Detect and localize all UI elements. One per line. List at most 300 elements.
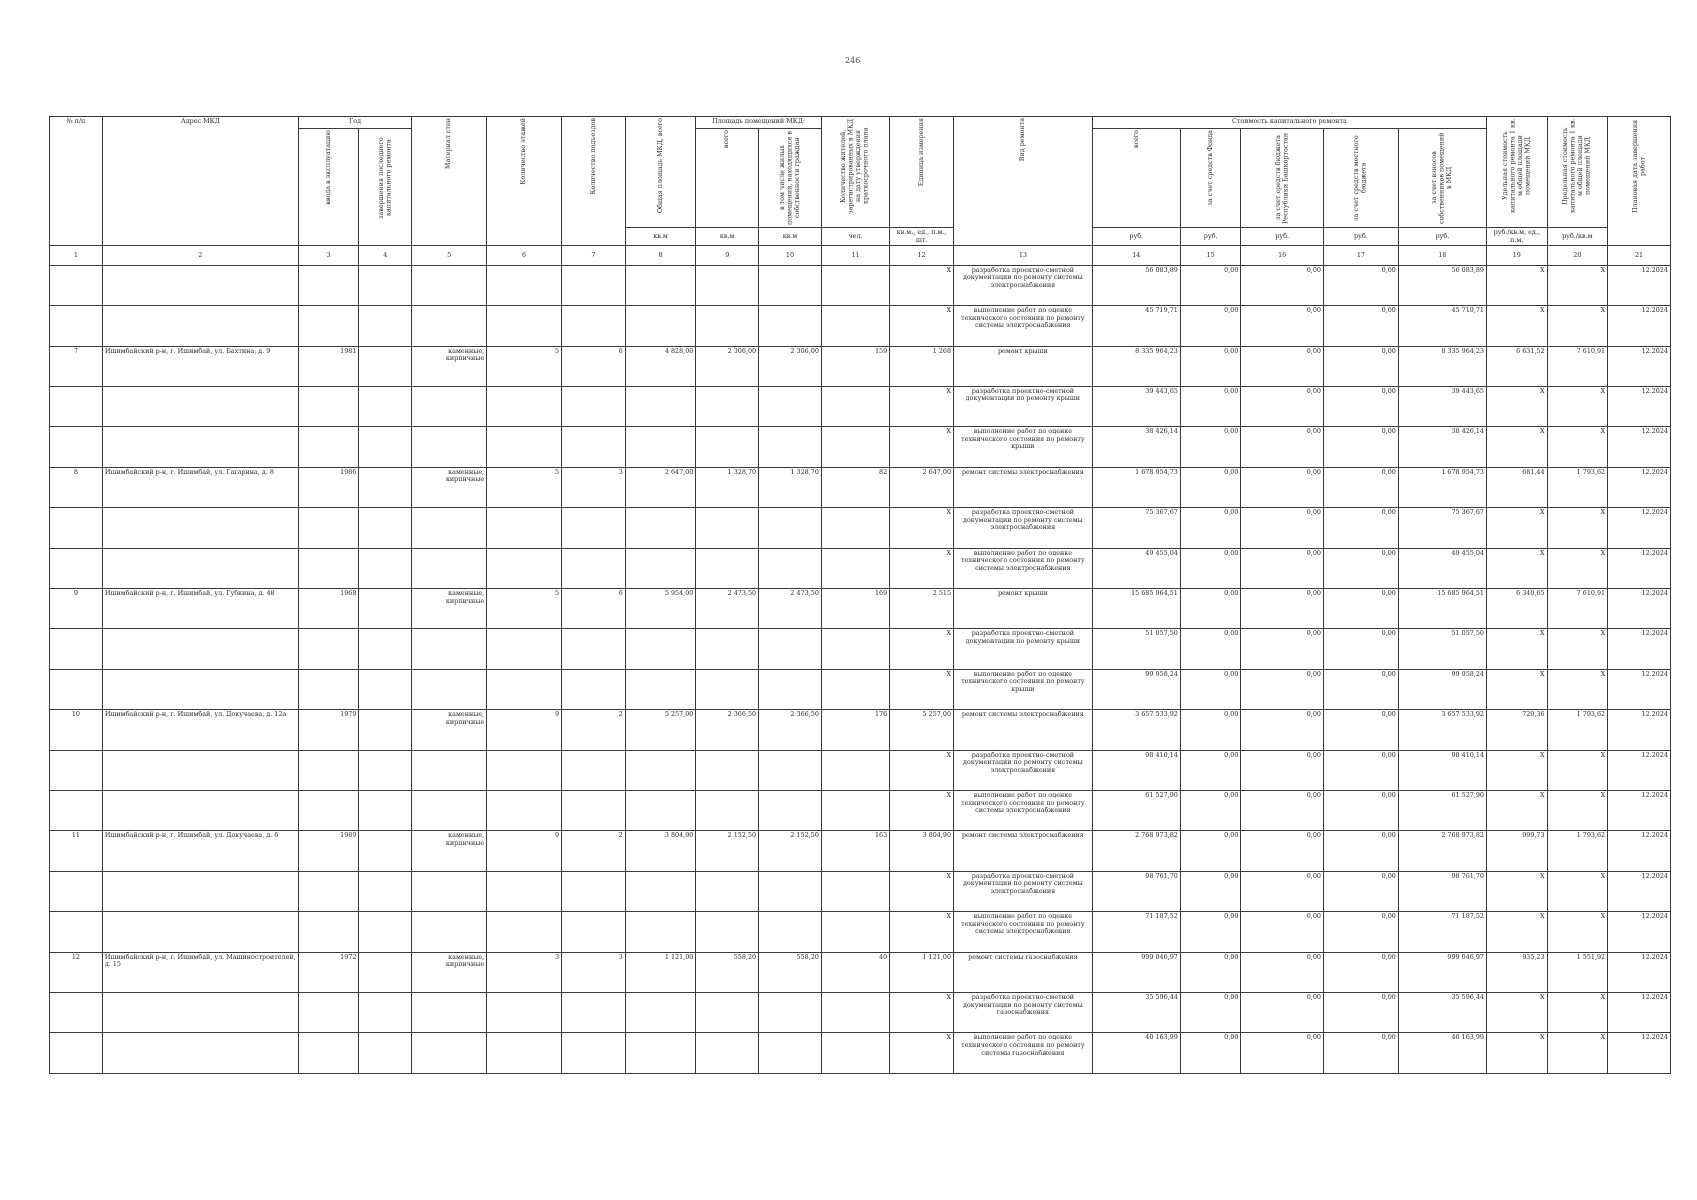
header-premises-group: Площадь помещений МКД: xyxy=(696,117,822,129)
cell-limit: 7 610,91 xyxy=(1547,346,1608,386)
cell-local: 0,00 xyxy=(1323,871,1398,911)
cell-date: 12.2024 xyxy=(1608,265,1671,305)
cell-limit: 7 610,91 xyxy=(1547,588,1608,628)
cell-fund: 0,00 xyxy=(1180,993,1241,1033)
cell-address xyxy=(102,750,298,790)
cell-total: 3 804,90 xyxy=(625,831,695,871)
cell-year xyxy=(298,750,359,790)
cell-num xyxy=(50,427,103,467)
cell-num: 11 xyxy=(50,831,103,871)
cell-premises xyxy=(696,265,759,305)
header-limit-cost: Предельная стоимость капитального ремонта 1 кв. м общей площади помещений МКД xyxy=(1547,117,1608,228)
cell-num xyxy=(50,548,103,588)
cell-address xyxy=(102,791,298,831)
cell-cost: 15 685 964,51 xyxy=(1092,588,1180,628)
cell-owners: 99 958,24 xyxy=(1398,669,1486,709)
cell-material: каменные, кирпичные xyxy=(412,346,487,386)
cell-address xyxy=(102,548,298,588)
cell-work: выполнение работ по оценке технического состояния по ремонту системы газоснабжения xyxy=(954,1033,1093,1074)
cell-address: Ишимбайский р-н, г. Ишимбай, ул. Бахтина, д. 9 xyxy=(102,346,298,386)
cell-address xyxy=(102,871,298,911)
cell-num xyxy=(50,871,103,911)
cell-entr xyxy=(562,750,626,790)
cell-date: 12.2024 xyxy=(1608,588,1671,628)
cell-entr xyxy=(562,629,626,669)
cell-rep: 0,00 xyxy=(1241,548,1324,588)
cell-entr xyxy=(562,912,626,952)
cell-local: 0,00 xyxy=(1323,306,1398,346)
cell-work: разработка проектно-сметной документации по ремонту системы электроснабжения xyxy=(954,750,1093,790)
cell-ucost: X xyxy=(1487,871,1548,911)
column-number: 4 xyxy=(359,246,412,266)
cell-limit: X xyxy=(1547,912,1608,952)
cell-fund: 0,00 xyxy=(1180,710,1241,750)
cell-last xyxy=(359,629,412,669)
cell-fund: 0,00 xyxy=(1180,871,1241,911)
cell-work: ремонт крыши xyxy=(954,346,1093,386)
unit-cell: руб./кв.м xyxy=(1547,228,1608,246)
cell-fund: 0,00 xyxy=(1180,952,1241,992)
cell-unit: 2 515 xyxy=(890,588,954,628)
table-row xyxy=(50,831,1671,871)
cell-residents: 176 xyxy=(821,710,889,750)
cell-material xyxy=(412,871,487,911)
cell-cost: 8 335 964,23 xyxy=(1092,346,1180,386)
cell-rep: 0,00 xyxy=(1241,346,1324,386)
cell-material xyxy=(412,791,487,831)
cell-subset: 1 328,70 xyxy=(759,467,822,507)
cell-residents xyxy=(821,1033,889,1074)
cell-date: 12.2024 xyxy=(1608,346,1671,386)
cell-entr xyxy=(562,669,626,709)
header-deadline: Плановая дата завершения работ xyxy=(1608,117,1671,246)
cell-owners: 2 768 973,82 xyxy=(1398,831,1486,871)
cell-cost: 45 719,71 xyxy=(1092,306,1180,346)
table-row xyxy=(50,346,1671,386)
cell-premises: 2 366,50 xyxy=(696,710,759,750)
column-number: 1 xyxy=(50,246,103,266)
cell-rep: 0,00 xyxy=(1241,386,1324,426)
cell-unit: X xyxy=(890,912,954,952)
cell-last xyxy=(359,1033,412,1074)
cell-rep: 0,00 xyxy=(1241,791,1324,831)
cell-num: 12 xyxy=(50,952,103,992)
cell-num: 7 xyxy=(50,346,103,386)
cell-rep: 0,00 xyxy=(1241,669,1324,709)
cell-work: разработка проектно-сметной документации по ремонту крыши xyxy=(954,629,1093,669)
cell-cost: 51 057,50 xyxy=(1092,629,1180,669)
cell-owners: 1 678 954,73 xyxy=(1398,467,1486,507)
cell-fund: 0,00 xyxy=(1180,386,1241,426)
cell-limit: 1 551,92 xyxy=(1547,952,1608,992)
cell-total: 1 121,00 xyxy=(625,952,695,992)
cell-residents xyxy=(821,912,889,952)
header-entrances: Количество подъездов xyxy=(562,117,626,246)
cell-work: ремонт системы электроснабжения xyxy=(954,710,1093,750)
cell-residents xyxy=(821,993,889,1033)
cell-last xyxy=(359,548,412,588)
cell-address xyxy=(102,1033,298,1074)
cell-fund: 0,00 xyxy=(1180,1033,1241,1074)
cell-work: разработка проектно-сметной документации по ремонту системы электроснабжения xyxy=(954,871,1093,911)
cell-work: разработка проектно-сметной документации по ремонту крыши xyxy=(954,386,1093,426)
cell-unit: X xyxy=(890,427,954,467)
cell-ucost: X xyxy=(1487,993,1548,1033)
cell-rep: 0,00 xyxy=(1241,750,1324,790)
cell-residents: 163 xyxy=(821,831,889,871)
header-year-group: Год xyxy=(298,117,411,129)
cell-owners: 15 685 964,51 xyxy=(1398,588,1486,628)
cell-rep: 0,00 xyxy=(1241,265,1324,305)
cell-year: 1981 xyxy=(298,346,359,386)
cell-subset xyxy=(759,427,822,467)
cell-date: 12.2024 xyxy=(1608,1033,1671,1074)
header-cost-owners: за счет взносов собственников помещений в МКД xyxy=(1398,129,1486,228)
cell-rep: 0,00 xyxy=(1241,912,1324,952)
cell-cost: 56 083,89 xyxy=(1092,265,1180,305)
column-number: 13 xyxy=(954,246,1093,266)
cell-rep: 0,00 xyxy=(1241,710,1324,750)
cell-ucost: 681,44 xyxy=(1487,467,1548,507)
column-number: 20 xyxy=(1547,246,1608,266)
cell-subset xyxy=(759,791,822,831)
cell-date: 12.2024 xyxy=(1608,548,1671,588)
unit-cell: руб./кв.м, ед., п.м. xyxy=(1487,228,1548,246)
header-address: Адрес МКД xyxy=(102,117,298,246)
cell-total xyxy=(625,750,695,790)
cell-premises xyxy=(696,912,759,952)
cell-year xyxy=(298,993,359,1033)
cell-year: 1986 xyxy=(298,467,359,507)
cell-num xyxy=(50,750,103,790)
cell-owners: 98 761,70 xyxy=(1398,871,1486,911)
cell-floors xyxy=(487,548,562,588)
cell-local: 0,00 xyxy=(1323,791,1398,831)
cell-num xyxy=(50,993,103,1033)
cell-limit: X xyxy=(1547,548,1608,588)
cell-total xyxy=(625,548,695,588)
cell-cost: 38 426,14 xyxy=(1092,427,1180,467)
cell-year: 1968 xyxy=(298,588,359,628)
column-number: 6 xyxy=(487,246,562,266)
cell-local: 0,00 xyxy=(1323,710,1398,750)
cell-premises xyxy=(696,508,759,548)
column-number: 7 xyxy=(562,246,626,266)
cell-last xyxy=(359,952,412,992)
cell-subset: 2 473,50 xyxy=(759,588,822,628)
cell-address: Ишимбайский р-н, г. Ишимбай, ул. Докучаева, д. 12а xyxy=(102,710,298,750)
cell-entr xyxy=(562,871,626,911)
cell-work: ремонт системы электроснабжения xyxy=(954,831,1093,871)
cell-floors xyxy=(487,669,562,709)
cell-residents xyxy=(821,386,889,426)
cell-ucost: X xyxy=(1487,669,1548,709)
cell-limit: X xyxy=(1547,629,1608,669)
cell-owners: 75 367,67 xyxy=(1398,508,1486,548)
cell-rep: 0,00 xyxy=(1241,467,1324,507)
cell-unit: 1 268 xyxy=(890,346,954,386)
cell-entr: 3 xyxy=(562,952,626,992)
cell-ucost: X xyxy=(1487,306,1548,346)
cell-date: 12.2024 xyxy=(1608,629,1671,669)
cell-owners: 56 083,89 xyxy=(1398,265,1486,305)
cell-premises xyxy=(696,1033,759,1074)
table-row xyxy=(50,306,1671,346)
column-number: 17 xyxy=(1323,246,1398,266)
cell-unit: X xyxy=(890,386,954,426)
cell-unit: X xyxy=(890,750,954,790)
cell-last xyxy=(359,710,412,750)
cell-date: 12.2024 xyxy=(1608,427,1671,467)
cell-limit: X xyxy=(1547,993,1608,1033)
column-number: 2 xyxy=(102,246,298,266)
cell-rep: 0,00 xyxy=(1241,871,1324,911)
cell-address xyxy=(102,993,298,1033)
cell-ucost: X xyxy=(1487,265,1548,305)
cell-date: 12.2024 xyxy=(1608,306,1671,346)
cell-rep: 0,00 xyxy=(1241,1033,1324,1074)
cell-subset xyxy=(759,548,822,588)
header-unit-cost: Удельная стоимость капитального ремонта 1 кв. м общей площади помещений МКД xyxy=(1487,117,1548,228)
cell-address xyxy=(102,265,298,305)
column-number: 16 xyxy=(1241,246,1324,266)
cell-floors xyxy=(487,871,562,911)
cell-premises xyxy=(696,386,759,426)
cell-year xyxy=(298,791,359,831)
cell-date: 12.2024 xyxy=(1608,467,1671,507)
cell-unit: 2 647,00 xyxy=(890,467,954,507)
cell-owners: 3 657 533,92 xyxy=(1398,710,1486,750)
cell-address: Ишимбайский р-н, г. Ишимбай, ул. Губкина, д. 48 xyxy=(102,588,298,628)
cell-last xyxy=(359,265,412,305)
cell-date: 12.2024 xyxy=(1608,871,1671,911)
column-number: 14 xyxy=(1092,246,1180,266)
cell-unit: X xyxy=(890,548,954,588)
cell-floors xyxy=(487,912,562,952)
unit-cell: руб. xyxy=(1092,228,1180,246)
cell-limit: X xyxy=(1547,791,1608,831)
cell-unit: X xyxy=(890,791,954,831)
cell-cost: 39 443,65 xyxy=(1092,386,1180,426)
cell-rep: 0,00 xyxy=(1241,306,1324,346)
cell-floors xyxy=(487,427,562,467)
header-cost-fund: за счет средств Фонда xyxy=(1180,129,1241,228)
cell-ucost: X xyxy=(1487,508,1548,548)
cell-date: 12.2024 xyxy=(1608,750,1671,790)
header-work-type: Вид ремонта xyxy=(954,117,1093,246)
page-number: 246 xyxy=(845,56,861,65)
cell-cost: 40 163,99 xyxy=(1092,1033,1180,1074)
cell-subset xyxy=(759,912,822,952)
cell-total xyxy=(625,386,695,426)
cell-unit: X xyxy=(890,265,954,305)
cell-fund: 0,00 xyxy=(1180,791,1241,831)
cell-premises: 2 473,50 xyxy=(696,588,759,628)
table-row xyxy=(50,1033,1671,1074)
cell-floors xyxy=(487,306,562,346)
cell-work: ремонт крыши xyxy=(954,588,1093,628)
header-residents: Количество жителей, зарегистрированных в МКД на дату утверждения краткосрочного плана xyxy=(821,117,889,228)
cell-floors: 9 xyxy=(487,710,562,750)
cell-work: ремонт системы газоснабжения xyxy=(954,952,1093,992)
cell-year: 1989 xyxy=(298,831,359,871)
cell-num xyxy=(50,265,103,305)
unit-cell: руб. xyxy=(1241,228,1324,246)
cell-premises xyxy=(696,629,759,669)
column-numbers-row xyxy=(50,246,1671,266)
cell-num xyxy=(50,1033,103,1074)
cell-work: разработка проектно-сметной документации по ремонту системы электроснабжения xyxy=(954,508,1093,548)
cell-premises: 2 306,00 xyxy=(696,346,759,386)
cell-ucost: 720,36 xyxy=(1487,710,1548,750)
column-number: 5 xyxy=(412,246,487,266)
cell-subset xyxy=(759,508,822,548)
cell-subset xyxy=(759,265,822,305)
cell-unit: 3 804,90 xyxy=(890,831,954,871)
cell-cost: 999 046,97 xyxy=(1092,952,1180,992)
cell-premises: 1 328,70 xyxy=(696,467,759,507)
cell-num: 10 xyxy=(50,710,103,750)
cell-entr xyxy=(562,265,626,305)
cell-fund: 0,00 xyxy=(1180,306,1241,346)
cell-total xyxy=(625,629,695,669)
cell-owners: 8 335 964,23 xyxy=(1398,346,1486,386)
cell-rep: 0,00 xyxy=(1241,427,1324,467)
cell-limit: X xyxy=(1547,306,1608,346)
cell-total xyxy=(625,912,695,952)
cell-cost: 3 657 533,92 xyxy=(1092,710,1180,750)
cell-limit: X xyxy=(1547,265,1608,305)
cell-total xyxy=(625,791,695,831)
cell-year: 1979 xyxy=(298,710,359,750)
cell-ucost: X xyxy=(1487,912,1548,952)
cell-owners: 98 410,14 xyxy=(1398,750,1486,790)
cell-cost: 49 455,04 xyxy=(1092,548,1180,588)
header-cost-group: Стоимость капитального ремонта xyxy=(1092,117,1486,129)
cell-ucost: X xyxy=(1487,791,1548,831)
unit-cell: руб. xyxy=(1398,228,1486,246)
cell-work: выполнение работ по оценке технического состояния по ремонту системы электроснабжения xyxy=(954,912,1093,952)
cell-date: 12.2024 xyxy=(1608,993,1671,1033)
cell-last xyxy=(359,508,412,548)
cell-last xyxy=(359,588,412,628)
cell-cost: 2 768 973,82 xyxy=(1092,831,1180,871)
cell-local: 0,00 xyxy=(1323,386,1398,426)
column-number: 9 xyxy=(696,246,759,266)
cell-owners: 40 163,99 xyxy=(1398,1033,1486,1074)
table-row xyxy=(50,386,1671,426)
column-number: 10 xyxy=(759,246,822,266)
cell-material: каменные, кирпичные xyxy=(412,588,487,628)
header-num: № п/п xyxy=(50,117,103,246)
header-unit: Единица измерения xyxy=(890,117,954,228)
cell-last xyxy=(359,750,412,790)
cell-local: 0,00 xyxy=(1323,427,1398,467)
header-cost-total: всего xyxy=(1092,129,1180,228)
cell-work: выполнение работ по оценке технического состояния по ремонту крыши xyxy=(954,427,1093,467)
cell-residents xyxy=(821,265,889,305)
cell-material xyxy=(412,386,487,426)
cell-date: 12.2024 xyxy=(1608,386,1671,426)
header-wall-material: Материал стен xyxy=(412,117,487,246)
cell-year xyxy=(298,548,359,588)
cell-premises xyxy=(696,993,759,1033)
cell-owners: 61 527,90 xyxy=(1398,791,1486,831)
cell-total xyxy=(625,871,695,911)
unit-cell: кв.м xyxy=(759,228,822,246)
cell-residents xyxy=(821,548,889,588)
cell-fund: 0,00 xyxy=(1180,467,1241,507)
capital-repair-table xyxy=(49,116,1671,1074)
cell-owners: 999 046,97 xyxy=(1398,952,1486,992)
cell-limit: X xyxy=(1547,750,1608,790)
cell-local: 0,00 xyxy=(1323,831,1398,871)
cell-cost: 71 187,52 xyxy=(1092,912,1180,952)
cell-limit: X xyxy=(1547,1033,1608,1074)
cell-material xyxy=(412,669,487,709)
cell-rep: 0,00 xyxy=(1241,508,1324,548)
cell-date: 12.2024 xyxy=(1608,912,1671,952)
cell-residents xyxy=(821,629,889,669)
cell-unit: X xyxy=(890,306,954,346)
cell-subset: 2 152,50 xyxy=(759,831,822,871)
cell-num xyxy=(50,669,103,709)
cell-subset xyxy=(759,306,822,346)
cell-total xyxy=(625,306,695,346)
cell-unit: X xyxy=(890,629,954,669)
cell-floors xyxy=(487,993,562,1033)
unit-cell: чел. xyxy=(821,228,889,246)
cell-floors xyxy=(487,265,562,305)
cell-subset xyxy=(759,993,822,1033)
cell-entr: 6 xyxy=(562,346,626,386)
cell-local: 0,00 xyxy=(1323,508,1398,548)
cell-local: 0,00 xyxy=(1323,952,1398,992)
cell-cost: 75 367,67 xyxy=(1092,508,1180,548)
cell-local: 0,00 xyxy=(1323,548,1398,588)
cell-limit: 1 793,62 xyxy=(1547,831,1608,871)
cell-num: 9 xyxy=(50,588,103,628)
cell-subset: 558,20 xyxy=(759,952,822,992)
cell-total xyxy=(625,1033,695,1074)
cell-total: 5 257,00 xyxy=(625,710,695,750)
cell-limit: X xyxy=(1547,871,1608,911)
cell-num xyxy=(50,912,103,952)
cell-last xyxy=(359,871,412,911)
cell-limit: X xyxy=(1547,386,1608,426)
cell-entr: 3 xyxy=(562,467,626,507)
cell-material xyxy=(412,508,487,548)
unit-cell: руб. xyxy=(1323,228,1398,246)
cell-address xyxy=(102,427,298,467)
cell-num xyxy=(50,306,103,346)
cell-material xyxy=(412,427,487,467)
cell-unit: X xyxy=(890,993,954,1033)
cell-year xyxy=(298,508,359,548)
cell-material xyxy=(412,1033,487,1074)
table-row xyxy=(50,427,1671,467)
cell-work: разработка проектно-сметной документации по ремонту системы газоснабжения xyxy=(954,993,1093,1033)
cell-premises xyxy=(696,306,759,346)
cell-address: Ишимбайский р-н, г. Ишимбай, ул. Машиностроителей, д. 15 xyxy=(102,952,298,992)
cell-local: 0,00 xyxy=(1323,629,1398,669)
cell-last xyxy=(359,831,412,871)
cell-material: каменные, кирпичные xyxy=(412,831,487,871)
cell-floors xyxy=(487,508,562,548)
cell-date: 12.2024 xyxy=(1608,831,1671,871)
cell-limit: X xyxy=(1547,427,1608,467)
cell-premises xyxy=(696,750,759,790)
